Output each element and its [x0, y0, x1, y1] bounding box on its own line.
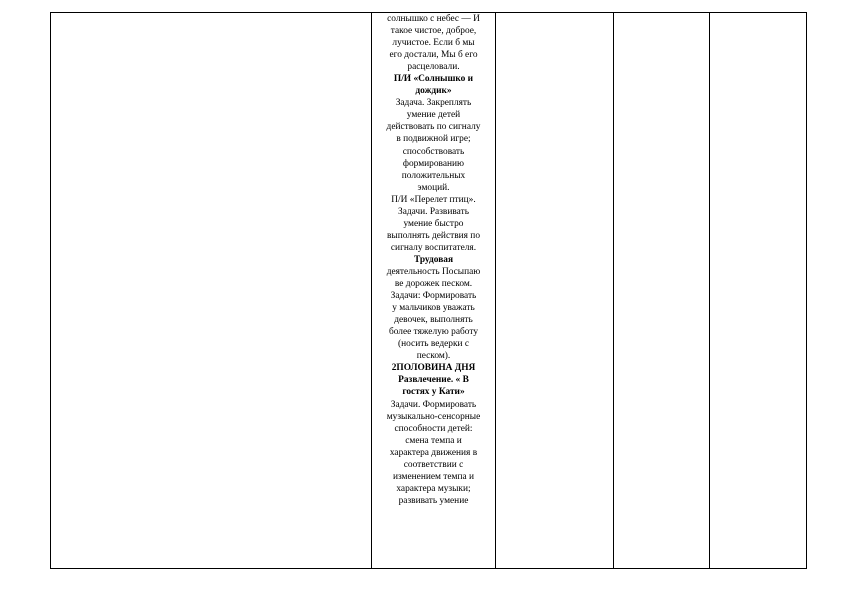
- text-line: формированию: [402, 158, 465, 169]
- text-line: умение детей: [406, 110, 461, 121]
- text-line: характера музыки;: [396, 483, 471, 494]
- text-line: Трудовая: [413, 254, 454, 265]
- text-line: девочек, выполнять: [394, 315, 473, 326]
- text-line: Развлечение. « В: [398, 375, 469, 386]
- text-line: солнышко с небес — И: [387, 14, 480, 24]
- text-line: дождик»: [415, 86, 452, 97]
- text-line: способствовать: [402, 146, 465, 157]
- text-line: Задачи. Формировать: [390, 399, 477, 410]
- text-line: эмоций.: [417, 182, 450, 193]
- text-line: выполнять действия по: [386, 230, 481, 241]
- empty-cell-3: [495, 13, 613, 569]
- text-line: 2ПОЛОВИНА ДНЯ: [391, 363, 476, 374]
- text-line: в подвижной игре;: [396, 134, 471, 145]
- text-line: Задача. Закреплять: [395, 98, 472, 109]
- plan-table: [50, 12, 807, 569]
- empty-cell-4: [613, 13, 709, 569]
- text-line: П/И «Солнышко и: [393, 74, 474, 85]
- text-line: гостях у Кати»: [402, 387, 465, 398]
- empty-cell-1: [51, 13, 372, 569]
- text-line: Задачи. Развивать: [398, 206, 469, 217]
- text-line: такое чистое, доброе,: [390, 26, 477, 37]
- text-line: сигналу воспитателя.: [390, 242, 477, 253]
- text-line: музыкально-сенсорные: [386, 411, 481, 422]
- empty-cell-5: [709, 13, 806, 569]
- text-line: развивать умение: [398, 495, 469, 506]
- table-row: [51, 13, 807, 569]
- text-line: смена темпа и: [405, 435, 462, 446]
- text-line: положительных: [401, 170, 466, 181]
- text-line: умение быстро: [403, 218, 464, 229]
- text-line: (носить ведерки с: [397, 339, 470, 350]
- text-line: изменением темпа и: [392, 471, 475, 482]
- text-line: расцеловали.: [407, 62, 460, 73]
- text-line: песком).: [416, 351, 451, 362]
- activities-cell: [372, 13, 495, 569]
- text-line: П/И «Перелет птиц».: [391, 194, 476, 205]
- text-line: более тяжелую работу: [388, 327, 479, 338]
- text-line: соответствии с: [403, 459, 464, 470]
- text-line: ве дорожек песком.: [394, 279, 473, 290]
- text-line: у мальчиков уважать: [392, 303, 475, 314]
- text-line: деятельность Посыпаю: [386, 266, 481, 277]
- text-line: характера движения в: [389, 447, 478, 458]
- text-line: способности детей:: [394, 423, 473, 434]
- text-line: Задачи: Формировать: [390, 291, 477, 302]
- text-line: его достали, Мы б его: [389, 50, 478, 61]
- text-line: действовать по сигналу: [386, 122, 481, 133]
- text-line: лучистое. Если б мы: [392, 38, 475, 49]
